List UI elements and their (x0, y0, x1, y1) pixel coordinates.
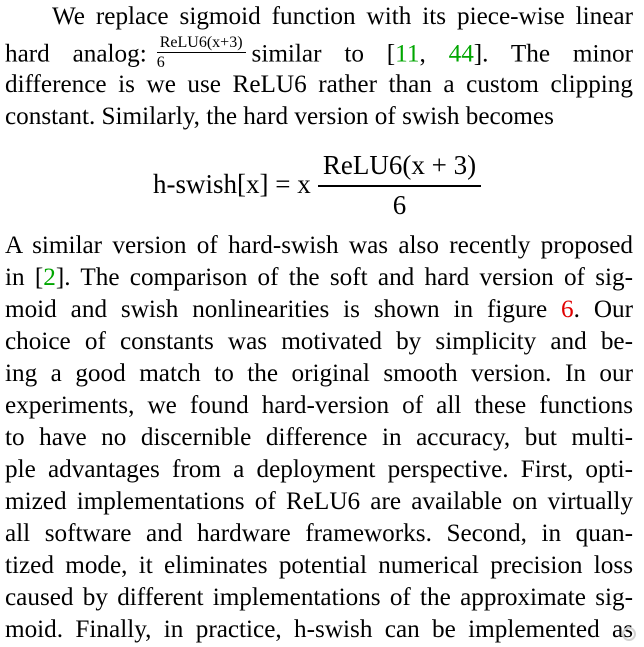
equation-denominator: 6 (392, 190, 407, 220)
paragraph2-line7: to have no discernible difference in accuracy, but multi- (5, 424, 633, 451)
equation-numerator: ReLU6(x + 3) (318, 149, 481, 187)
paragraph2-line4: choice of constants was motivated by simplicity and be- (5, 328, 633, 355)
paragraph1-line3: difference is we use ReLU6 rather than a custom clipping (5, 71, 633, 98)
paragraph2-line5: ing a good match to the original smooth version. In our (5, 360, 633, 387)
citation-link-44[interactable]: 44 (448, 40, 474, 68)
inline-fraction-denominator: 6 (156, 54, 165, 71)
paragraph2-line2 (5, 262, 633, 294)
inline-fraction-numerator: ReLU6(x+3) (157, 34, 246, 53)
hard-analog-text: hard analog: (5, 40, 147, 68)
paragraph2-line10: all software and hardware frameworks. Second, in quan- (5, 520, 633, 547)
paragraph1-line4: constant. Similarly, the hard version of swish becomes (5, 103, 554, 130)
paragraph2-line9: mized implementations of ReLU6 are available on virtually (5, 488, 633, 515)
paragraph2-line11: tized mode, it eliminates potential numerical precision loss (5, 552, 633, 579)
inline-fraction (157, 34, 246, 71)
hswish-equation (140, 145, 500, 225)
paragraph2-line8: ple advantages from a deployment perspective. First, opti- (5, 456, 633, 483)
citation-link-11[interactable]: 11 (395, 40, 420, 68)
equation-fraction (318, 149, 481, 223)
minor-text: ]. The minor (473, 40, 634, 68)
similar-to-text: similar to [ (251, 40, 396, 68)
comparison-text: ]. The comparison of the soft and hard version of sig- (55, 264, 633, 291)
paragraph2-line12: caused by different implementations of the approximate sig- (5, 584, 633, 611)
paragraph2-line3 (5, 294, 633, 326)
figure-ref-text: moid and swish nonlinearities is shown in figure (5, 296, 562, 323)
equation-lhs: h-swish[x] = x (153, 169, 311, 199)
our-text: . Our (573, 296, 633, 323)
watermark-logo-icon (622, 627, 636, 641)
figure-link-6[interactable]: 6 (561, 296, 574, 323)
citation-link-2[interactable]: 2 (43, 264, 56, 291)
paragraph2-line13: moid. Finally, in practice, h-swish can be implemented as (5, 616, 633, 643)
paragraph1-line1: We replace sigmoid function with its piece-wise linear (52, 3, 633, 30)
citation-separator: , (419, 40, 449, 68)
in-text: in [ (5, 264, 44, 291)
watermark (622, 627, 636, 641)
paragraph2-line1: A similar version of hard-swish was also recently proposed (5, 232, 633, 259)
paragraph2-line6: experiments, we found hard-version of all these functions (5, 392, 633, 419)
